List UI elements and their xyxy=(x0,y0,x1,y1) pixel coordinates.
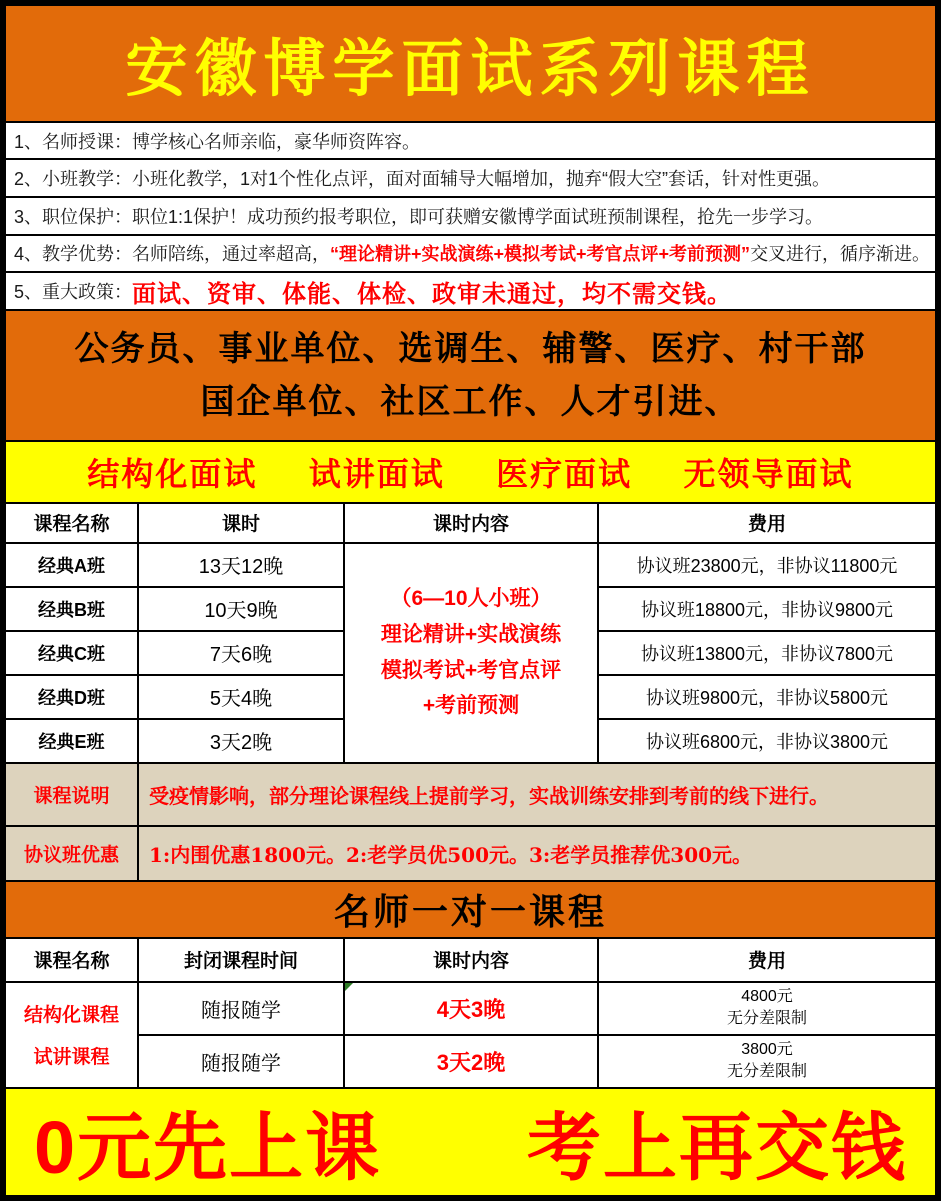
feature-1-text: 1、名师授课：博学核心名师亲临，豪华师资阵容。 xyxy=(14,131,421,152)
o2o-row2-schedule: 随报随学 xyxy=(139,1036,345,1089)
o2o-header-course-name: 课程名称 xyxy=(6,939,139,983)
o2o-header-schedule: 封闭课程时间 xyxy=(139,939,345,983)
course-b-hours: 10天9晚 xyxy=(139,588,345,632)
o2o-row2-duration: 3天2晚 xyxy=(345,1036,599,1089)
col-header-fee: 费用 xyxy=(599,504,935,544)
course-d-hours: 5天4晚 xyxy=(139,676,345,720)
course-content-cell xyxy=(345,544,599,764)
o2o-header-fee: 费用 xyxy=(599,939,935,983)
feature-row-1 xyxy=(6,123,935,161)
feature-5-text: 5、重大政策： xyxy=(14,282,133,302)
content-line-1: （6—10人小班） xyxy=(390,587,552,611)
audience-banner xyxy=(6,311,935,443)
course-b-name: 经典B班 xyxy=(6,588,139,632)
cell-comment-marker xyxy=(345,983,353,991)
o2o-course-structured: 结构化课程 xyxy=(23,1005,119,1027)
col-header-course-name: 课程名称 xyxy=(6,504,139,544)
col-header-content: 课时内容 xyxy=(345,504,599,544)
o2o-row1-fee-amount: 4800元 xyxy=(741,988,793,1006)
type-medical-interview: 医疗面试 xyxy=(496,456,633,493)
o2o-row1-duration-text: 4天3晚 xyxy=(436,996,506,1022)
course-c-hours: 7天6晚 xyxy=(139,632,345,676)
feature-4-highlight: “理论精讲+实战演练+模拟考试+考官点评+考前预测” xyxy=(330,244,751,265)
o2o-course-trial-lecture: 试讲课程 xyxy=(33,1047,110,1069)
course-a-name: 经典A班 xyxy=(6,544,139,588)
feature-row-4 xyxy=(6,236,935,274)
type-structured-interview: 结构化面试 xyxy=(87,456,258,493)
note-row-discount xyxy=(6,827,935,881)
content-line-3: 模拟考试+考官点评 xyxy=(380,658,562,682)
course-e-fee: 协议班6800元，非协议3800元 xyxy=(599,720,935,764)
interview-types-banner xyxy=(6,442,935,503)
o2o-row1-schedule: 随报随学 xyxy=(139,983,345,1036)
course-d-fee: 协议班9800元，非协议5800元 xyxy=(599,676,935,720)
title-banner xyxy=(6,6,935,123)
course-c-fee: 协议班13800元，非协议7800元 xyxy=(599,632,935,676)
type-leaderless-interview: 无领导面试 xyxy=(683,456,854,493)
course-d-name: 经典D班 xyxy=(6,676,139,720)
feature-4-text: 4、教学优势：名师陪练，通过率超高， xyxy=(14,244,331,265)
o2o-course-names-cell xyxy=(6,983,139,1089)
one-on-one-banner: 名师一对一课程 xyxy=(6,882,935,939)
course-a-fee: 协议班23800元，非协议11800元 xyxy=(599,544,935,588)
feature-4-suffix: 交叉进行，循序渐进。 xyxy=(750,244,931,265)
audience-line-1: 公务员、事业单位、选调生、辅警、医疗、村干部 xyxy=(74,329,867,368)
one-on-one-table xyxy=(6,939,935,1089)
col-header-hours: 课时 xyxy=(139,504,345,544)
course-c-name: 经典C班 xyxy=(6,632,139,676)
feature-2-text: 2、小班教学：小班化教学，1对1个性化点评，面对面辅导大幅增加，抛弃“假大空”套话，针对性更强。 xyxy=(14,169,831,190)
footer-slogan-left: 0元先上课 xyxy=(34,1105,382,1189)
footer-slogan-right: 考上再交钱 xyxy=(527,1105,907,1189)
footer-banner xyxy=(6,1089,935,1195)
feature-5-highlight: 面试、资审、体能、体检、政审未通过，均不需交钱。 xyxy=(132,278,733,308)
o2o-row1-fee-note: 无分差限制 xyxy=(726,1010,807,1028)
o2o-row2-fee xyxy=(599,1036,935,1089)
note-label-course-description: 课程说明 xyxy=(6,764,139,825)
o2o-row1-duration xyxy=(345,983,599,1036)
o2o-row2-fee-amount: 3800元 xyxy=(741,1041,793,1059)
o2o-row1-fee xyxy=(599,983,935,1036)
audience-line-2: 国企单位、社区工作、人才引进、 xyxy=(200,382,741,421)
note-text-discount: 1:内围优惠1800元。2:老学员优500元。3:老学员推荐优300元。 xyxy=(149,842,753,867)
content-line-2: 理论精讲+实战演练 xyxy=(380,623,562,647)
feature-row-5 xyxy=(6,273,935,311)
note-row-course-description xyxy=(6,764,935,827)
page-title: 安徽博学面试系列课程 xyxy=(125,31,816,105)
course-b-fee: 协议班18800元，非协议9800元 xyxy=(599,588,935,632)
feature-row-2 xyxy=(6,160,935,198)
course-table xyxy=(6,504,935,764)
note-text-course-description: 受疫情影响，部分理论课程线上提前学习，实战训练安排到考前的线下进行。 xyxy=(149,783,829,808)
course-e-hours: 3天2晚 xyxy=(139,720,345,764)
content-line-4: +考前预测 xyxy=(422,694,520,718)
note-label-discount: 协议班优惠 xyxy=(6,827,139,879)
o2o-row2-fee-note: 无分差限制 xyxy=(726,1063,807,1081)
feature-row-3 xyxy=(6,198,935,236)
course-a-hours: 13天12晚 xyxy=(139,544,345,588)
course-e-name: 经典E班 xyxy=(6,720,139,764)
feature-3-text: 3、职位保护：职位1:1保护！成功预约报考职位，即可获赠安徽博学面试班预制课程，抢先一步学习。 xyxy=(14,206,824,227)
type-trial-lecture-interview: 试讲面试 xyxy=(308,456,445,493)
o2o-header-content: 课时内容 xyxy=(345,939,599,983)
